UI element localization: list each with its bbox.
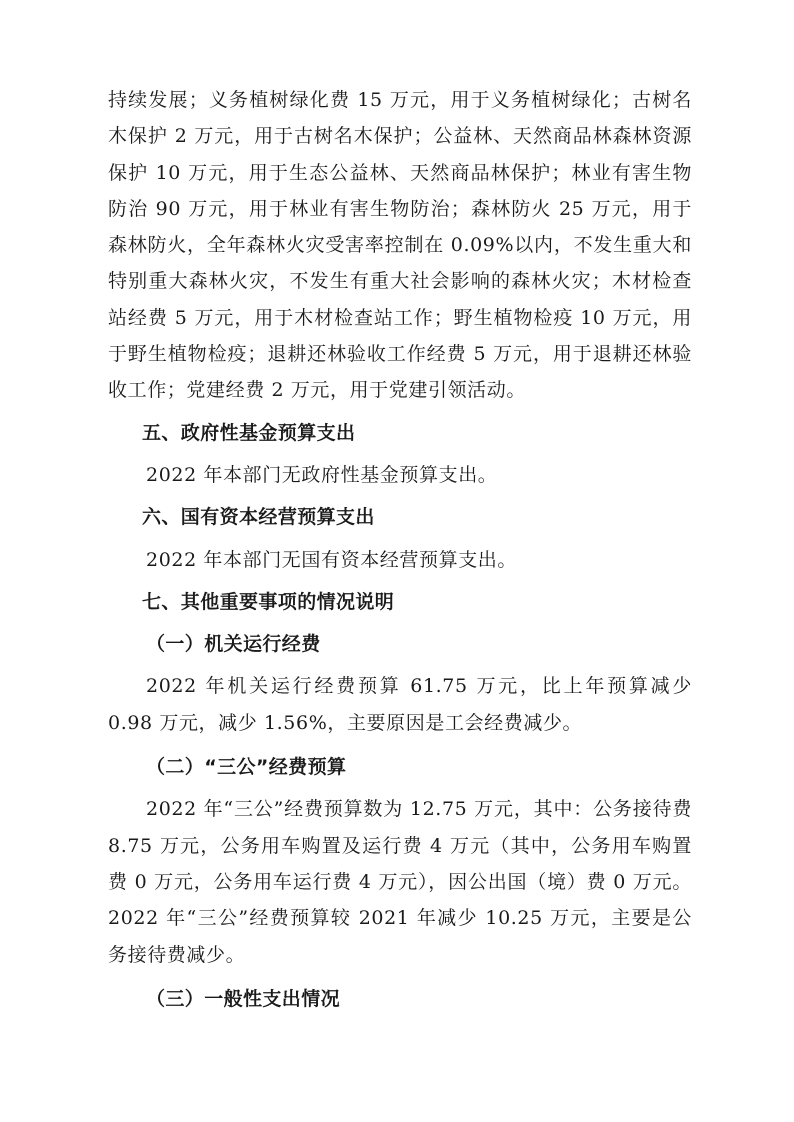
section-6-body: 2022 年本部门无国有资本经营预算支出。 xyxy=(146,548,517,571)
section-5-heading: 五、政府性基金预算支出 xyxy=(142,421,356,444)
section-7-sub-3-heading: （三）一般性支出情况 xyxy=(146,987,341,1010)
continuation-paragraph: 持续发展；义务植树绿化费 15 万元，用于义务植树绿化；古树名木保护 2 万元，用于古树名木保护；公益林、天然商品林森林资源保护 10 万元，用于生态公益林、天然商品林保护；林业有害生物防治 90 万元，用于林业有害生物防治；森林防火 25 万元，用于森林防火，全年森林火灾受害率控制在 0.09%以内，不发生重大和特别重大森林火灾，不发生有重大社会影响的森林火灾；木材检查站经费 5 万元，用于木材检查站工作；野生植物检疫 10 万元，用于野生植物检疫；退耕还林验收工作经费 5 万元，用于退耕还林验收工作；党建经费 2 万元，用于党建引领活动。 xyxy=(108,89,692,402)
section-5-body: 2022 年本部门无政府性基金预算支出。 xyxy=(146,463,498,486)
section-7-sub-1-heading: （一）机关运行经费 xyxy=(146,633,321,656)
section-7-sub-2-heading: （二）“三公”经费预算 xyxy=(146,756,347,779)
section-6-heading: 六、国有资本经营预算支出 xyxy=(142,506,375,529)
document-page xyxy=(108,82,692,1017)
section-7-sub-2-body: 2022 年“三公”经费预算数为 12.75 万元，其中：公务接待费 8.75 万元，公务用车购置及运行费 4 万元（其中，公务用车购置费 0 万元，公务用车运行费 4 万元），因公出国（境）费 0 万元。2022 年“三公”经费预算较 2021 年减少 10.25 万元，主要是公务接待费减少。 xyxy=(108,798,692,966)
section-7-sub-1-body: 2022 年机关运行经费预算 61.75 万元，比上年预算减少 0.98 万元，减少 1.56%，主要原因是工会经费减少。 xyxy=(108,675,692,734)
section-7-heading: 七、其他重要事项的情况说明 xyxy=(142,590,395,613)
